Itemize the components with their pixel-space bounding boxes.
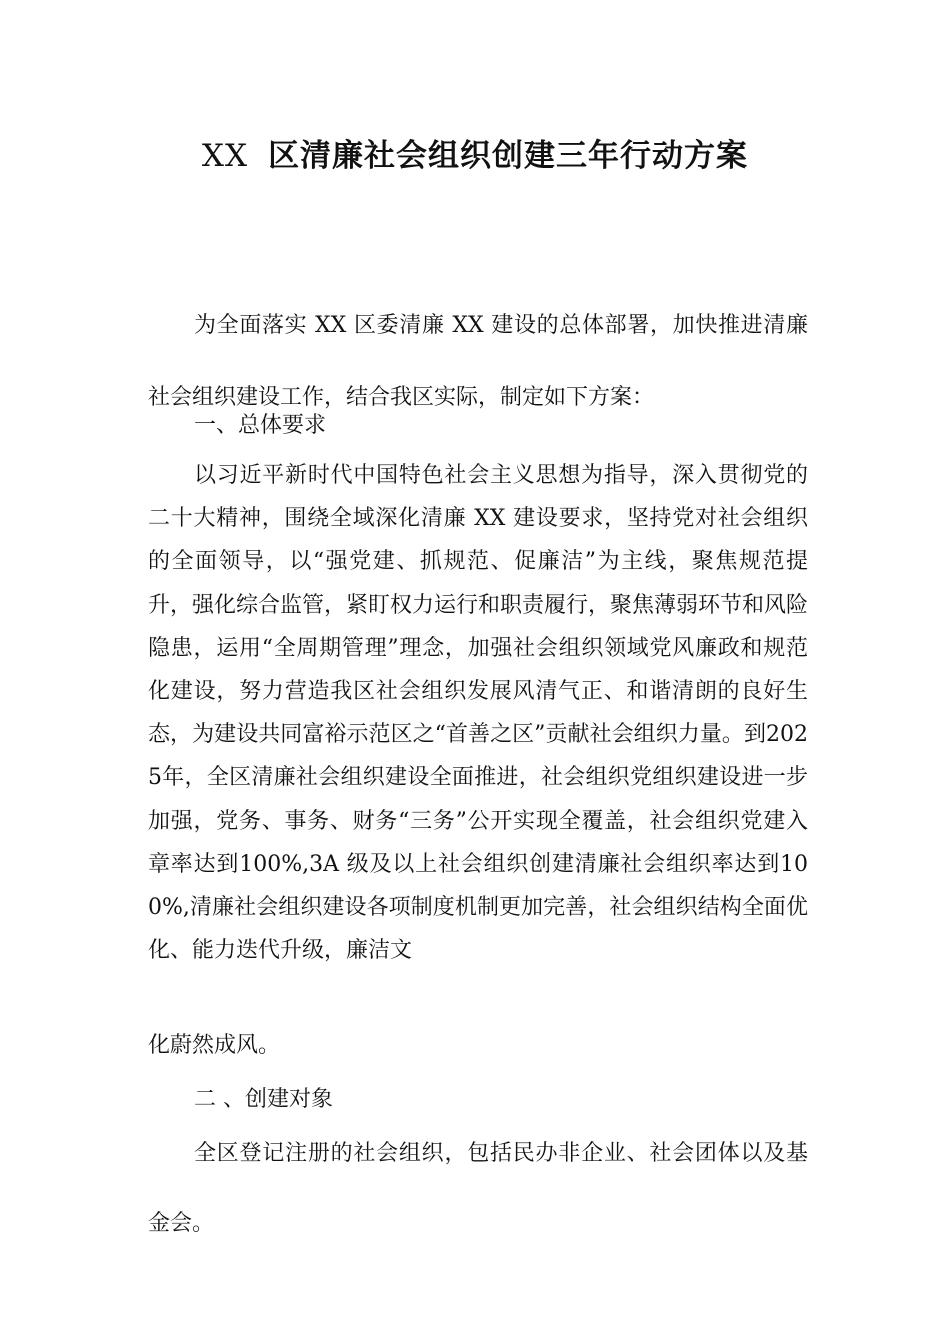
section2-paragraph: 全区登记注册的社会组织，包括民办非企业、社会团体以及基金会。 <box>148 1141 808 1236</box>
document-title-prefix: XX <box>201 138 249 174</box>
intro-paragraph: 为全面落实 XX 区委清廉 XX 建设的总体部署，加快推进清廉社会组织建设工作，结合我区实际，制定如下方案： <box>148 313 808 410</box>
section1-heading: 一、总体要求 <box>194 413 327 438</box>
document-title-main: 区清廉社会组织创建三年行动方案 <box>268 138 749 174</box>
section1-paragraph: 以习近平新时代中国特色社会主义思想为指导，深入贯彻党的二十大精神，围绕全域深化清廉 XX 建设要求，坚持党对社会组织的全面领导，以“强党建、抓规范、促廉洁”为主线，聚焦规范提升，强化综合监管，紧盯权力运行和职责履行，聚焦薄弱环节和风险隐患，运用“全周期管理”理念，加强社会组织领域党风廉政和规范化建设，努力营造我区社会组织发展风清气正、和谐清朗的良好生态，为建设共同富裕示范区之“首善之区”贡献社会组织力量。到2025年，全区清廉社会组织建设全面推进，社会组织党组织建设进一步加强，党务、事务、财务“三务”公开实现全覆盖，社会组织党建入章率达到100%,3A 级及以上社会组织创建清廉社会组织率达到100%,清廉社会组织建设各项制度机制更加完善，社会组织结构全面优化、能力迭代升级，廉洁文 <box>148 463 809 964</box>
section1-paragraph-tail: 化蔚然成风。 <box>148 1033 281 1058</box>
section2-heading: 二 、创建对象 <box>194 1087 333 1112</box>
document-title <box>0 131 950 181</box>
